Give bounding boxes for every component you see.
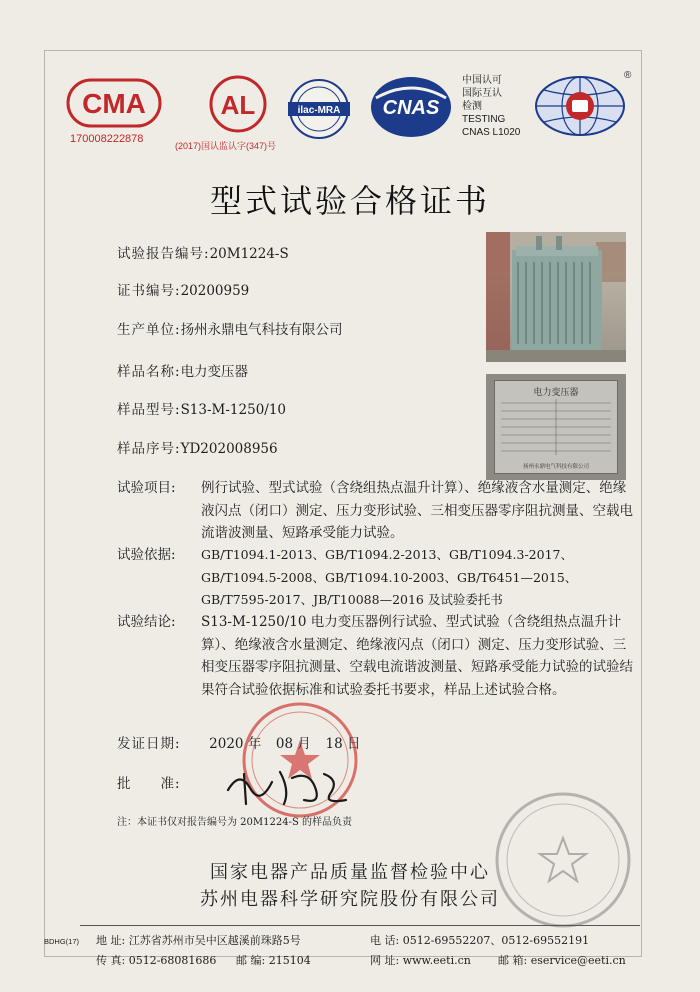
address-value: 江苏省苏州市吴中区越溪前珠路5号 <box>128 934 301 947</box>
nameplate-maker: 扬州永鼎电气科技有限公司 <box>522 464 589 470</box>
approval-row <box>117 772 181 792</box>
manufacturer-label: 生产单位: <box>117 322 181 338</box>
issue-date-row <box>117 732 360 752</box>
test-items-value: 例行试验、型式试验（含绕组热点温升计算）、绝缘液含水量测定、绝缘液闪点（闭口）测定、压力变形试验、三相变压器零序阻抗测量、空载电流谐波测量、短路承受能力试验。 <box>201 480 633 541</box>
phone-value: 0512-69552207、0512-69552191 <box>402 934 590 947</box>
report-number-row <box>117 242 289 262</box>
certificate-number-label: 证书编号: <box>117 283 181 299</box>
sample-name-label: 样品名称: <box>117 364 181 380</box>
issue-date-day-unit: 日 <box>346 736 361 752</box>
fax-value: 0512-68081686 <box>128 954 217 967</box>
organization-line-1: 国家电器产品质量监督检验中心 <box>210 862 490 883</box>
conclusion-label: 试验结论: <box>117 614 176 630</box>
footer-address <box>96 932 301 948</box>
test-basis-line: GB/T1094.1-2013、GB/T1094.2-2013、GB/T1094.3-2017、 <box>201 547 573 562</box>
conclusion-section <box>117 611 637 731</box>
test-items-section <box>117 477 637 545</box>
cal-number: (2017)国认监认字(347)号 <box>175 141 277 151</box>
email-label: 邮 箱: <box>498 954 528 967</box>
transformer-photo <box>486 232 626 362</box>
sample-serial-label: 样品序号: <box>117 441 181 457</box>
cnas-caption-line: 中国认可 <box>462 75 502 86</box>
svg-text:CMA: CMA <box>82 88 146 119</box>
cnas-logo <box>368 74 454 140</box>
sample-name-value: 电力变压器 <box>180 364 249 380</box>
zip-label: 邮 编: <box>236 954 266 967</box>
issue-date-year: 2020 <box>209 736 244 752</box>
website-label: 网 址: <box>370 954 400 967</box>
form-code: BDHG(17) <box>44 937 80 946</box>
zip-value: 215104 <box>268 954 311 967</box>
svg-text:AL: AL <box>220 90 256 120</box>
approval-label: 批 准: <box>117 776 181 792</box>
cma-logo <box>66 78 162 128</box>
issue-date-year-unit: 年 <box>247 736 262 752</box>
report-number-label: 试验报告编号: <box>117 246 210 262</box>
footer-divider <box>80 925 640 926</box>
svg-text:CNAS: CNAS <box>382 97 440 119</box>
ilac-mra-logo <box>282 78 356 140</box>
page-title: 型式试验合格证书 <box>209 182 490 220</box>
address-label: 地 址: <box>96 934 126 947</box>
test-basis-line: GB/T7595-2017、JB/T10088—2016 及试验委托书 <box>201 592 503 607</box>
fax-label: 传 真: <box>96 954 126 967</box>
registered-mark: ® <box>624 70 632 81</box>
globe-emblem-logo <box>532 74 628 138</box>
report-number-value: 20M1224-S <box>209 246 289 262</box>
cnas-caption-line: CNAS L1020 <box>462 127 521 138</box>
nameplate-photo <box>486 374 626 480</box>
organization-line-2: 苏州电器科学研究院股份有限公司 <box>200 889 500 910</box>
sample-model-label: 样品型号: <box>117 402 181 418</box>
footer-email <box>498 952 626 968</box>
cnas-caption-line: 国际互认 <box>462 88 502 99</box>
manufacturer-row <box>117 318 343 338</box>
manufacturer-value: 扬州永鼎电气科技有限公司 <box>180 322 343 338</box>
conclusion-value: S13-M-1250/10 电力变压器例行试验、型式试验（含绕组热点温升计算）、绝缘液含水量测定、绝缘液闪点（闭口）测定、压力变形试验、三相变压器零序阻抗测量、空载电流谐波测量、短路承受能力试验的试验结果符合试验依据标准和试验委托书要求，样品上述试验合格。 <box>201 614 633 698</box>
issue-date-month-unit: 月 <box>297 736 311 752</box>
issue-date-label: 发证日期: <box>117 736 181 752</box>
website-link[interactable]: www.eeti.cn <box>402 954 471 967</box>
cnas-caption-line: 检测 <box>462 101 482 112</box>
certificate-note: 注：本证书仅对报告编号为 20M1224-S 的样品负责 <box>117 817 352 828</box>
footer-phone <box>370 932 589 948</box>
test-basis-value <box>201 544 577 612</box>
nameplate <box>494 380 618 474</box>
test-basis-label: 试验依据: <box>117 547 176 563</box>
cal-logo <box>208 74 268 134</box>
svg-text:ilac-MRA: ilac-MRA <box>297 105 341 116</box>
accreditation-logos <box>0 0 700 170</box>
email-link[interactable]: eservice@eeti.cn <box>530 954 626 967</box>
sample-model-value: S13-M-1250/10 <box>180 402 287 418</box>
test-basis-section <box>117 544 637 612</box>
sample-serial-row <box>117 437 278 457</box>
sample-model-row <box>117 398 286 418</box>
footer-fax <box>96 952 216 968</box>
phone-label: 电 话: <box>370 934 400 947</box>
cma-number: 170008222878 <box>70 133 144 145</box>
issue-date-day: 18 <box>325 736 343 752</box>
certificate-number-value: 20200959 <box>180 283 250 299</box>
test-items-label: 试验项目: <box>117 480 176 496</box>
nameplate-title: 电力变压器 <box>533 388 579 398</box>
approver-signature <box>220 760 360 814</box>
cnas-caption <box>462 74 520 139</box>
certificate-number-row <box>117 279 249 299</box>
sample-name-row <box>117 360 248 380</box>
footer-zip <box>236 952 311 968</box>
issue-date-month: 08 <box>275 736 294 752</box>
footer-website <box>370 952 471 968</box>
sample-serial-value: YD202008956 <box>180 441 278 457</box>
cnas-caption-line: TESTING <box>462 114 506 125</box>
test-basis-line: GB/T1094.5-2008、GB/T1094.10-2003、GB/T6451—2015、 <box>201 569 578 585</box>
